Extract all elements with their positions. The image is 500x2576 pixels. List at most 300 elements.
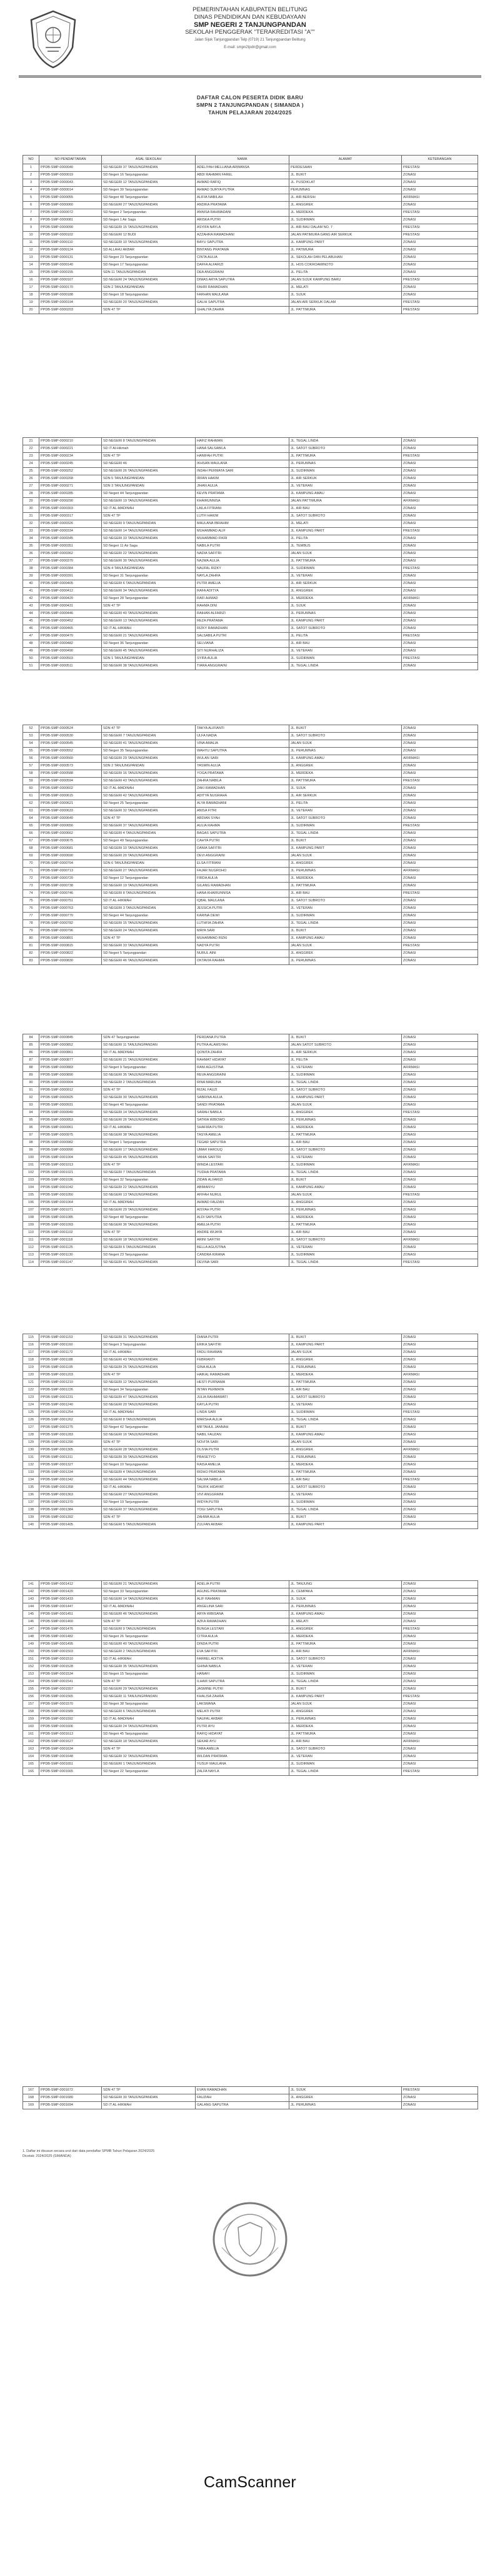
student-name: PERDANA PUTRA xyxy=(196,1034,289,1042)
table-row xyxy=(23,202,478,209)
registration-number: PPDB-SMP-0001420 xyxy=(39,1588,102,1596)
row-number: 153 xyxy=(23,1671,39,1678)
origin-school: SD Negeri 32 Tanjungpandan xyxy=(102,1177,196,1184)
category: PRESTASI xyxy=(402,277,478,284)
category: ZONASI xyxy=(402,1499,478,1507)
registration-number: PPDB-SMP-0000470 xyxy=(39,633,102,640)
student-name: ZALFA NAYLA xyxy=(196,1768,289,1776)
row-number: 162 xyxy=(23,1738,39,1746)
registration-number: PPDB-SMP-0000751 xyxy=(39,898,102,905)
category: ZONASI xyxy=(402,748,478,755)
row-number: 57 xyxy=(23,763,39,770)
address: JL. ANGGREK xyxy=(289,1199,402,1207)
row-number: 146 xyxy=(23,1618,39,1626)
address: JL. KAMPUNG AMAU xyxy=(289,1184,402,1192)
student-name: SABRINA AULIA xyxy=(196,1094,289,1102)
category: AFIRMASI xyxy=(402,1648,478,1656)
student-name: GINA AULIA xyxy=(196,1364,289,1372)
registration-number: PPDB-SMP-0000852 xyxy=(39,1042,102,1049)
student-name: RAHMA DINI xyxy=(196,603,289,610)
origin-school: SDN 6 TANJUNGPANDAN xyxy=(102,860,196,868)
address: JL. HOS COKROAMINOTO xyxy=(289,262,402,269)
student-name: AHMAD RAFIQ xyxy=(196,179,289,187)
registration-number: PPDB-SMP-0000904 xyxy=(39,1079,102,1087)
row-number: 3 xyxy=(23,179,39,187)
table-row xyxy=(23,1753,478,1761)
category: ZONASI xyxy=(402,1663,478,1671)
address: JL. SUDIRMAN xyxy=(289,1072,402,1079)
registration-number: PPDB-SMP-0000530 xyxy=(39,733,102,740)
registration-number: PPDB-SMP-0001627 xyxy=(39,1738,102,1746)
table-row xyxy=(23,558,478,565)
student-name: DEVINA SARI xyxy=(196,1259,289,1267)
address: JL. AIR BAU xyxy=(289,1477,402,1484)
origin-school: SD NEGERI 2 TANJUNGPANDAN xyxy=(102,1079,196,1087)
student-name: PUTRI AYU xyxy=(196,1723,289,1731)
origin-school: SD Negeri 18 Tanjungpandan xyxy=(102,292,196,299)
student-name: INTAN PERMATA xyxy=(196,1387,289,1394)
category: ZONASI xyxy=(402,935,478,943)
category: ZONASI xyxy=(402,1611,478,1618)
category: PRESTASI xyxy=(402,164,478,172)
table-row xyxy=(23,1094,478,1102)
student-name: SALMA NABILA xyxy=(196,1477,289,1484)
origin-school: SD NEGERI 25 TANJUNGPANDAN xyxy=(102,1364,196,1372)
row-number: 142 xyxy=(23,1588,39,1596)
category: ZONASI xyxy=(402,625,478,633)
origin-school: SDN 47 TP xyxy=(102,1618,196,1626)
address: JL. PELITA xyxy=(289,800,402,808)
table-row xyxy=(23,1034,478,1042)
registration-number: PPDB-SMP-0000602 xyxy=(39,785,102,793)
category: ZONASI xyxy=(402,1633,478,1641)
student-name: WILDAN PRATAMA xyxy=(196,1753,289,1761)
registration-number: PPDB-SMP-0000490 xyxy=(39,648,102,655)
address: JALAN SIJUK xyxy=(289,1349,402,1357)
registration-number: PPDB-SMP-0000822 xyxy=(39,950,102,958)
origin-school: SD NEGERI 33 TANJUNGPANDAN xyxy=(102,535,196,543)
address: JL. PELITA xyxy=(289,1057,402,1064)
student-name: RAFA ADITYA xyxy=(196,588,289,595)
category: ZONASI xyxy=(402,725,478,733)
registration-number: PPDB-SMP-0000465 xyxy=(39,625,102,633)
category: ZONASI xyxy=(402,1072,478,1079)
row-number: 163 xyxy=(23,1746,39,1753)
address: JL. PATTIMURA xyxy=(289,883,402,890)
origin-school: SDN 47 TP xyxy=(102,1678,196,1686)
address: JL. KAMPUNG PARIT xyxy=(289,528,402,535)
address: JL. SATOT SUBROTO xyxy=(289,1656,402,1663)
origin-school: SD Negeri 19 Tanjungpandan xyxy=(102,1499,196,1507)
category: PRESTASI xyxy=(402,1409,478,1417)
registration-number: PPDB-SMP-0001451 xyxy=(39,1611,102,1618)
row-number: 124 xyxy=(23,1402,39,1409)
category: ZONASI xyxy=(402,958,478,965)
row-number: 4 xyxy=(23,187,39,194)
row-number: 6 xyxy=(23,202,39,209)
registration-number: PPDB-SMP-0001370 xyxy=(39,1499,102,1507)
address: JL. SUDIRMAN xyxy=(289,1499,402,1507)
registration-number: PPDB-SMP-0000990 xyxy=(39,1147,102,1154)
registration-number: PPDB-SMP-0000738 xyxy=(39,883,102,890)
row-number: 149 xyxy=(23,1641,39,1648)
student-name: ZULFAN AKBAR xyxy=(196,1522,289,1529)
origin-school: SD Negeri 17 Tanjungpandan xyxy=(102,262,196,269)
address: JL. SIJUK xyxy=(289,292,402,299)
origin-school: SD NEGERI 46 TANJUNGPANDAN xyxy=(102,958,196,965)
origin-school: SD Negeri 16 Tanjungpandan xyxy=(102,172,196,179)
table-row xyxy=(23,209,478,217)
category: PRESTASI xyxy=(402,232,478,239)
category: PRESTASI xyxy=(402,565,478,573)
address: JL. BUKIT xyxy=(289,172,402,179)
student-name: GHALIYA ZAHRA xyxy=(196,307,289,314)
address: JL. MERDEKA xyxy=(289,875,402,883)
origin-school: SD NEGERI 9 TANJUNGPANDAN xyxy=(102,520,196,528)
row-number: 140 xyxy=(23,1522,39,1529)
row-number: 143 xyxy=(23,1596,39,1603)
category: ZONASI xyxy=(402,740,478,748)
category: ZONASI xyxy=(402,1042,478,1049)
address: JL. PATTIMURA xyxy=(289,307,402,314)
address: JL. SIJUK xyxy=(289,603,402,610)
student-name: GHINA NABILA xyxy=(196,1663,289,1671)
category: ZONASI xyxy=(402,1087,478,1094)
origin-school: SDN 47 TP xyxy=(102,935,196,943)
row-number: 80 xyxy=(23,935,39,943)
student-name: NAJWA AULIA xyxy=(196,558,289,565)
origin-school: SD Negeri 2 Tanjungpandan xyxy=(102,209,196,217)
origin-school: SD NEGERI 26 TANJUNGPANDAN xyxy=(102,468,196,475)
address: JL. ANGGREK xyxy=(289,1109,402,1117)
origin-school: SDN 47 TP xyxy=(102,513,196,520)
table-row xyxy=(23,438,478,445)
row-number: 101 xyxy=(23,1162,39,1169)
category: ZONASI xyxy=(402,445,478,453)
origin-school: SD NEGERI 8 TANJUNGPANDAN xyxy=(102,1417,196,1424)
registration-number: PPDB-SMP-0001004 xyxy=(39,1154,102,1162)
table-row xyxy=(23,1723,478,1731)
student-name: RIZKY RAMADHAN xyxy=(196,625,289,633)
origin-school: SD Negeri 31 Tanjungpandan xyxy=(102,573,196,580)
row-number: 28 xyxy=(23,490,39,498)
table-row xyxy=(23,528,478,535)
origin-school: SD NEGERI 10 TANJUNGPANDAN xyxy=(102,845,196,853)
category: ZONASI xyxy=(402,1094,478,1102)
student-name: REVA ANGGRAINI xyxy=(196,1072,289,1079)
row-number: 30 xyxy=(23,505,39,513)
row-number: 21 xyxy=(23,438,39,445)
address: JL. SATOT SUBROTO xyxy=(289,815,402,823)
row-number: 123 xyxy=(23,1394,39,1402)
student-name: FIRDA AULIA xyxy=(196,875,289,883)
row-number: 17 xyxy=(23,284,39,292)
column-header: ALAMAT xyxy=(289,156,402,164)
column-header: NAMA xyxy=(196,156,289,164)
address: JL. MERDEKA xyxy=(289,1372,402,1379)
row-number: 32 xyxy=(23,520,39,528)
address: JL. KAMPUNG AMAU xyxy=(289,1432,402,1439)
origin-school: SD NEGERI 29 TANJUNGPANDAN xyxy=(102,1686,196,1693)
origin-school: SD NEGERI 45 TANJUNGPANDAN xyxy=(102,1154,196,1162)
address: JL. MERDEKA xyxy=(289,1462,402,1469)
registration-number: PPDB-SMP-0001021 xyxy=(39,1169,102,1177)
registration-number: PPDB-SMP-0001042 xyxy=(39,1184,102,1192)
registration-number: PPDB-SMP-0000720 xyxy=(39,875,102,883)
category: ZONASI xyxy=(402,1522,478,1529)
row-number: 38 xyxy=(23,565,39,573)
category: ZONASI xyxy=(402,573,478,580)
student-name: FAJAR NUGROHO xyxy=(196,868,289,875)
student-name: JULIA RAHMAWATI xyxy=(196,1394,289,1402)
origin-school: SD NEGERI 26 TANJUNGPANDAN xyxy=(102,1117,196,1124)
registration-number: PPDB-SMP-0000019 xyxy=(39,172,102,179)
registration-number: PPDB-SMP-0001534 xyxy=(39,1671,102,1678)
category: ZONASI xyxy=(402,875,478,883)
table-row xyxy=(23,498,478,505)
student-name: OLIVIA PUTRI xyxy=(196,1447,289,1454)
table-row xyxy=(23,785,478,793)
student-name: TARA AMELIA xyxy=(196,1746,289,1753)
category: PRESTASI xyxy=(402,299,478,307)
registration-number: PPDB-SMP-0001634 xyxy=(39,1746,102,1753)
category: ZONASI xyxy=(402,1484,478,1492)
row-number: 45 xyxy=(23,618,39,625)
address: JL. TEGAL LINDA xyxy=(289,1417,402,1424)
address: JL. ANGGREK xyxy=(289,1447,402,1454)
registration-number: PPDB-SMP-0001160 xyxy=(39,1342,102,1349)
student-name: RAISA AMELIA xyxy=(196,1462,289,1469)
origin-school: SD NEGERI 4 TANJUNGPANDAN xyxy=(102,830,196,838)
category: ZONASI xyxy=(402,913,478,920)
address: JL. KAMPUNG AMAU xyxy=(289,490,402,498)
table-row xyxy=(23,1252,478,1259)
address: JALAN SATOT SUBROTO xyxy=(289,1042,402,1049)
student-name: NABIL FAUZAN xyxy=(196,1432,289,1439)
row-number: 33 xyxy=(23,528,39,535)
address: JL. AIR SERKUK xyxy=(289,1049,402,1057)
category: ZONASI xyxy=(402,1357,478,1364)
address: JL. TEGAL LINDA xyxy=(289,663,402,670)
address: JL. PUSDIKLAT xyxy=(289,179,402,187)
registration-number: PPDB-SMP-0000446 xyxy=(39,610,102,618)
registration-number: PPDB-SMP-0000420 xyxy=(39,595,102,603)
student-name: KARINA DEWI xyxy=(196,913,289,920)
registration-number: PPDB-SMP-0000953 xyxy=(39,1117,102,1124)
registration-number: PPDB-SMP-0000982 xyxy=(39,1139,102,1147)
table-row xyxy=(23,875,478,883)
address: JL. SUDIRMAN xyxy=(289,217,402,224)
address: JL. SATOT SUBROTO xyxy=(289,1237,402,1244)
origin-school: SD NEGERI 11 TANJUNGPANDAN xyxy=(102,1042,196,1049)
table-row xyxy=(23,1693,478,1701)
address: JL. AIR BAU xyxy=(289,1139,402,1147)
registration-number: PPDB-SMP-0001153 xyxy=(39,1334,102,1342)
row-number: 100 xyxy=(23,1154,39,1162)
student-name: VANIA SAFITRI xyxy=(196,1154,289,1162)
row-number: 59 xyxy=(23,778,39,785)
origin-school: SD NEGERI 30 TANJUNGPANDAN xyxy=(102,1094,196,1102)
origin-school: SD Negeri 49 Tanjungpandan xyxy=(102,838,196,845)
row-number: 83 xyxy=(23,958,39,965)
row-number: 130 xyxy=(23,1447,39,1454)
origin-school: SD Negeri 39 Tanjungpandan xyxy=(102,187,196,194)
table-row xyxy=(23,453,478,460)
row-number: 157 xyxy=(23,1701,39,1708)
row-number: 72 xyxy=(23,875,39,883)
student-name: MAULANA IBRAHIM xyxy=(196,520,289,528)
student-name: VIVI ANGGRAINI xyxy=(196,1492,289,1499)
row-number: 116 xyxy=(23,1342,39,1349)
table-row xyxy=(23,1042,478,1049)
table-row xyxy=(23,284,478,292)
table-row xyxy=(23,2094,478,2102)
student-name: WINDA LESTARI xyxy=(196,1162,289,1169)
footnote-line: Dicetak: 2024/2025 (SIMANDA) xyxy=(22,2154,71,2158)
address: JL. PELITA xyxy=(289,269,402,277)
origin-school: SD NEGERI 30 TANJUNGPANDAN xyxy=(102,558,196,565)
origin-school: SD IT AL-HIKMAH xyxy=(102,1656,196,1663)
address: JL. PERUMNAS xyxy=(289,1603,402,1611)
origin-school: SDN 47 TP xyxy=(102,1439,196,1447)
address: JL. CEMPAKA xyxy=(289,1588,402,1596)
row-number: 37 xyxy=(23,558,39,565)
address: JL. BUKIT xyxy=(289,1334,402,1342)
category: AFIRMASI xyxy=(402,595,478,603)
category: PRESTASI xyxy=(402,890,478,898)
category: ZONASI xyxy=(402,520,478,528)
registration-number: PPDB-SMP-0000746 xyxy=(39,890,102,898)
row-number: 40 xyxy=(23,580,39,588)
registration-number: PPDB-SMP-0001412 xyxy=(39,1581,102,1588)
origin-school: SD NEGERI 15 TANJUNGPANDAN xyxy=(102,920,196,928)
origin-school: SD NEGERI 2 TANJUNGPANDAN xyxy=(102,1648,196,1656)
address: PERDESAAN xyxy=(289,164,402,172)
row-number: 129 xyxy=(23,1439,39,1447)
registration-number: PPDB-SMP-0001392 xyxy=(39,1514,102,1522)
table-row xyxy=(23,1409,478,1417)
table-row xyxy=(23,1678,478,1686)
table-row xyxy=(23,748,478,755)
column-header: NO xyxy=(23,156,39,164)
origin-school: SD Negeri 26 Tanjungpandan xyxy=(102,1633,196,1641)
address: JL. BUKIT xyxy=(289,838,402,845)
origin-school: SD IT AL-HIKMAH xyxy=(102,1124,196,1132)
category: ZONASI xyxy=(402,1671,478,1678)
address: JL. VETERAN xyxy=(289,1663,402,1671)
registration-number: PPDB-SMP-0001592 xyxy=(39,1716,102,1723)
student-name: PUTRA ALAMSYAH xyxy=(196,1042,289,1049)
origin-school: SD NEGERI 24 TANJUNGPANDAN xyxy=(102,928,196,935)
origin-school: SD NEGERI 40 TANJUNGPANDAN xyxy=(102,1641,196,1648)
category: ZONASI xyxy=(402,588,478,595)
row-number: 76 xyxy=(23,905,39,913)
table-row xyxy=(23,224,478,232)
table-row xyxy=(23,1477,478,1484)
origin-school: SD Negeri 44 Tanjungpandan xyxy=(102,490,196,498)
table-row xyxy=(23,733,478,740)
address: JL. VETERAN xyxy=(289,905,402,913)
table-row xyxy=(23,1447,478,1454)
address: JL. MELATI xyxy=(289,520,402,528)
student-name: RANI AGUSTINA xyxy=(196,1064,289,1072)
address: JL. TEGAL LINDA xyxy=(289,438,402,445)
category: ZONASI xyxy=(402,543,478,550)
table-row xyxy=(23,1379,478,1387)
row-number: 97 xyxy=(23,1132,39,1139)
column-header: NO PENDAFTARAN xyxy=(39,156,102,164)
category: ZONASI xyxy=(402,1746,478,1753)
address: JL. ANGGREK xyxy=(289,1357,402,1364)
registration-number: PPDB-SMP-0001651 xyxy=(39,1761,102,1768)
registration-number: PPDB-SMP-0001334 xyxy=(39,1469,102,1477)
table-row xyxy=(23,269,478,277)
category: AFIRMASI xyxy=(402,868,478,875)
row-number: 108 xyxy=(23,1214,39,1222)
origin-school: SD NEGERI 20 TANJUNGPANDAN xyxy=(102,853,196,860)
origin-school: SD IT AL-HIKMAH xyxy=(102,625,196,633)
student-name: CANDRA KIRANA xyxy=(196,1252,289,1259)
student-name: RINA MARLINA xyxy=(196,1079,289,1087)
address: JL. PELITA xyxy=(289,535,402,543)
table-row xyxy=(23,307,478,314)
category: AFIRMASI xyxy=(402,1162,478,1169)
category: ZONASI xyxy=(402,1139,478,1147)
origin-school: SD Negeri 36 Tanjungpandan xyxy=(102,640,196,648)
row-number: 35 xyxy=(23,543,39,550)
table-row xyxy=(23,853,478,860)
registration-number: PPDB-SMP-0000055 xyxy=(39,194,102,202)
origin-school: SD Negeri 3 Tanjungpandan xyxy=(102,1342,196,1349)
row-number: 36 xyxy=(23,550,39,558)
row-number: 145 xyxy=(23,1611,39,1618)
table-row xyxy=(23,565,478,573)
origin-school: SD NEGERI 20 TANJUNGPANDAN xyxy=(102,1402,196,1409)
registration-number: PPDB-SMP-0000043 xyxy=(39,179,102,187)
category: AFIRMASI xyxy=(402,1738,478,1746)
row-number: 67 xyxy=(23,838,39,845)
table-row xyxy=(23,905,478,913)
category: ZONASI xyxy=(402,1229,478,1237)
table-row xyxy=(23,1581,478,1588)
table-row xyxy=(23,1701,478,1708)
student-name: QONITA ZAHRA xyxy=(196,1049,289,1057)
origin-school: SD Negeri 33 Tanjungpandan xyxy=(102,1588,196,1596)
address: JL. PATTIMURA xyxy=(289,1641,402,1648)
student-name: LAKSMANA xyxy=(196,1701,289,1708)
row-number: 156 xyxy=(23,1693,39,1701)
address: JL. PATTIMURA xyxy=(289,453,402,460)
table-row xyxy=(23,655,478,663)
origin-school: SDN 47 TP xyxy=(102,1087,196,1094)
registration-number: PPDB-SMP-0000303 xyxy=(39,505,102,513)
address: JL. PATTIMURA xyxy=(289,1379,402,1387)
origin-school: SD NEGERI 40 TANJUNGPANDAN xyxy=(102,610,196,618)
table-row xyxy=(23,505,478,513)
row-number: 148 xyxy=(23,1633,39,1641)
origin-school: SDN 2 TANJUNGPANDAN xyxy=(102,284,196,292)
category: ZONASI xyxy=(402,1581,478,1588)
table-row xyxy=(23,239,478,247)
origin-school: SDN 1 TANJUNGPANDAN xyxy=(102,655,196,663)
student-name: AGUNG PRATAMA xyxy=(196,1588,289,1596)
student-name: HANIFAH PUTRI xyxy=(196,453,289,460)
student-name: JESSICA PUTRI xyxy=(196,905,289,913)
origin-school: SD Negeri 45 Tanjungpandan xyxy=(102,1731,196,1738)
category: ZONASI xyxy=(402,853,478,860)
row-number: 75 xyxy=(23,898,39,905)
table-row xyxy=(23,898,478,905)
